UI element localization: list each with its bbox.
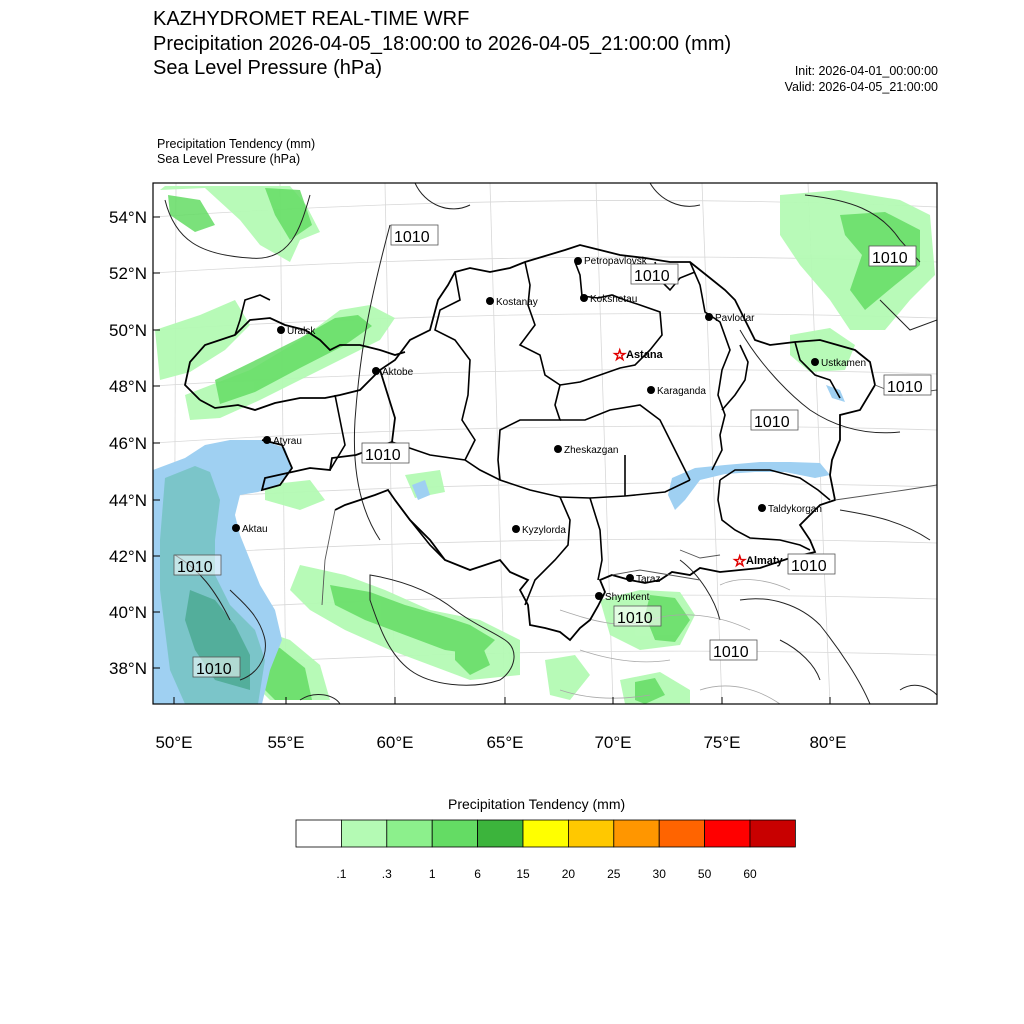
isobar-label: 1010 [177, 559, 213, 576]
isobar-label: 1010 [196, 661, 232, 678]
city-label: Shymkent [605, 592, 650, 603]
city-label: Atyrau [273, 436, 302, 447]
lon-label: 75°E [703, 733, 741, 752]
isobar-label: 1010 [887, 379, 923, 396]
city-dot [263, 436, 271, 444]
city-label: Uralsk [287, 326, 316, 337]
isobar-label-box [788, 554, 835, 575]
colorbar-label: 30 [652, 867, 666, 881]
city-label: Aktau [242, 524, 268, 535]
city-label: Taldykorgan [768, 504, 822, 515]
lat-label: 52°N [109, 264, 147, 283]
lon-label: 70°E [594, 733, 632, 752]
city-label: Aktobe [382, 367, 414, 378]
colorbar-swatch [568, 820, 613, 847]
city-label: Karaganda [657, 386, 706, 397]
colorbar-swatch [341, 820, 386, 847]
colorbar-label: 60 [743, 867, 757, 881]
colorbar-swatch [614, 820, 659, 847]
city-label: Taraz [636, 574, 661, 585]
lat-label: 48°N [109, 377, 147, 396]
city-label: Petropavlovsk [584, 256, 647, 267]
colorbar-swatch [432, 820, 477, 847]
colorbar-label: .3 [381, 867, 392, 881]
capital-star-icon: ☆ [733, 553, 747, 570]
lat-label: 38°N [109, 659, 147, 678]
latitude-labels [109, 208, 147, 678]
lon-label: 80°E [809, 733, 847, 752]
colorbar-swatch [523, 820, 568, 847]
lon-label: 60°E [376, 733, 414, 752]
chart-subtitle-precip: Precipitation 2026-04-05_18:00:00 to 2026-04-05_21:00:00 (mm) [153, 33, 732, 55]
colorbar-swatch [750, 820, 795, 847]
city-label-capital: Astana [626, 349, 663, 361]
capital-star-icon: ☆ [613, 347, 627, 364]
city-dot [705, 313, 713, 321]
lat-label: 50°N [109, 321, 147, 340]
colorbar-swatch [387, 820, 432, 847]
city-label: Kostanay [496, 297, 538, 308]
variable-label-precip: Precipitation Tendency (mm) [157, 137, 316, 151]
isobar-label-box [710, 640, 757, 661]
valid-time: Valid: 2026-04-05_21:00:00 [784, 80, 938, 94]
isobar-label-box [391, 225, 438, 246]
isobar-label: 1010 [365, 447, 401, 464]
colorbar-label: 20 [561, 867, 576, 881]
lat-label: 46°N [109, 434, 147, 453]
city-label: Pavlodar [715, 313, 755, 324]
isobar-label: 1010 [754, 414, 790, 431]
isobar-label-box [193, 657, 240, 678]
city-dot [626, 574, 634, 582]
longitude-labels [155, 733, 846, 752]
isobar-label-box [362, 443, 409, 464]
lat-label: 54°N [109, 208, 147, 227]
city-dot [574, 257, 582, 265]
city-dot [232, 524, 240, 532]
colorbar-label: 6 [474, 867, 481, 881]
city-dot [372, 367, 380, 375]
isobar-label: 1010 [713, 644, 749, 661]
chart-subtitle-slp: Sea Level Pressure (hPa) [153, 57, 383, 79]
colorbar-label: 25 [607, 867, 621, 881]
city-dot [811, 358, 819, 366]
colorbar-swatch [705, 820, 750, 847]
isobar-label-box [884, 375, 931, 396]
colorbar-swatch [296, 820, 341, 847]
isobar-label: 1010 [791, 558, 827, 575]
variable-label-slp: Sea Level Pressure (hPa) [157, 152, 301, 166]
city-label: Kyzylorda [522, 525, 566, 536]
city-label-capital: Almaty [746, 555, 783, 567]
lat-label: 44°N [109, 491, 147, 510]
colorbar-title: Precipitation Tendency (mm) [448, 796, 626, 812]
city-dot [758, 504, 766, 512]
city-dot [554, 445, 562, 453]
colorbar-swatch [659, 820, 704, 847]
isobar-label-box [751, 410, 798, 431]
city-dot [277, 326, 285, 334]
init-time: Init: 2026-04-01_00:00:00 [794, 64, 938, 78]
isobar-label-box [174, 555, 221, 576]
lon-label: 50°E [155, 733, 193, 752]
lat-label: 42°N [109, 547, 147, 566]
isobar-label-box [614, 606, 661, 627]
colorbar-label: 50 [697, 867, 712, 881]
city-label: Zheskazgan [564, 445, 619, 456]
city-dot [595, 592, 603, 600]
lon-label: 55°E [267, 733, 305, 752]
city-label: Kokshetau [590, 294, 638, 305]
colorbar-label: 15 [516, 867, 530, 881]
lat-label: 40°N [109, 603, 147, 622]
city-dot [486, 297, 494, 305]
colorbar-label: 1 [428, 867, 436, 881]
city-dot [512, 525, 520, 533]
isobar-label: 1010 [394, 229, 430, 246]
colorbar-label: .1 [336, 867, 347, 881]
isobar-label: 1010 [872, 250, 908, 267]
isobar-label-box [631, 264, 678, 285]
isobar-label-box [869, 246, 916, 267]
city-dot [580, 294, 588, 302]
colorbar [296, 820, 795, 881]
lon-label: 65°E [486, 733, 524, 752]
city-dot [647, 386, 655, 394]
colorbar-swatch [478, 820, 523, 847]
isobar-label: 1010 [634, 268, 670, 285]
chart-title: KAZHYDROMET REAL-TIME WRF [153, 8, 470, 30]
isobar-label: 1010 [617, 610, 653, 627]
city-label: Ustkamen [821, 358, 867, 369]
